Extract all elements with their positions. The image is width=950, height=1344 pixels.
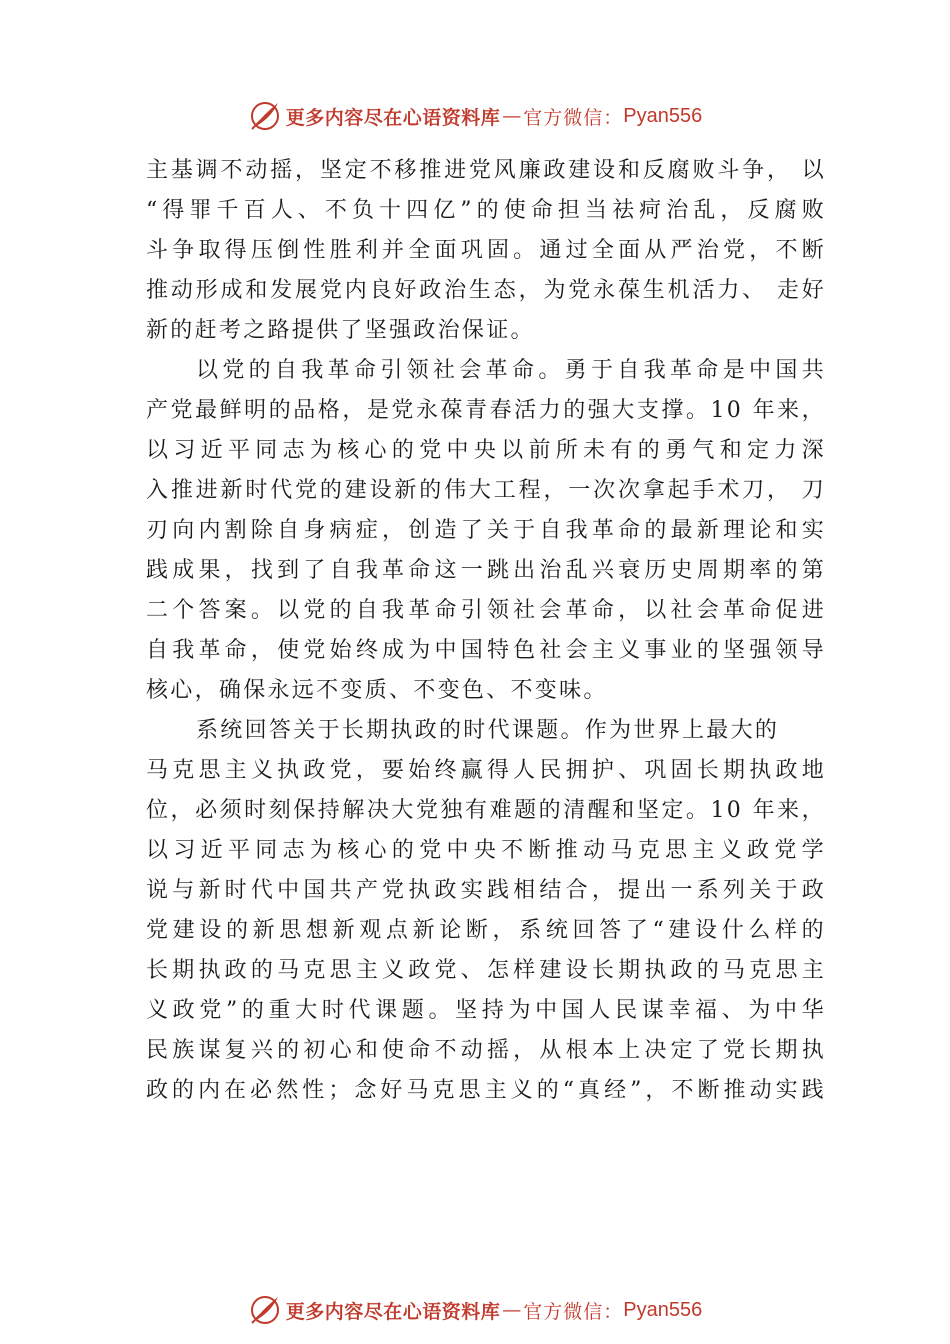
text-line: 党建设的新思想新观点新论断，系统回答了“建设什么样的	[146, 918, 826, 943]
text-line: 核心，确保永远不变质、不变色、不变味。	[146, 678, 608, 703]
header-brand: 更多内容尽在心语资料库	[285, 106, 501, 129]
text-line: 主基调不动摇，坚定不移推进党风廉政建设和反腐败斗争， 以	[146, 158, 826, 183]
footer-separator: —	[502, 1299, 522, 1321]
text-line: 以习近平同志为核心的党中央以前所未有的勇气和定力深	[146, 438, 826, 463]
header-contact-id: Pyan556	[623, 104, 703, 127]
footer-banner	[0, 1290, 950, 1330]
text-line: 说与新时代中国共产党执政实践相结合，提出一系列关于政	[146, 878, 826, 903]
footer-contact-id: Pyan556	[623, 1298, 703, 1321]
text-line: 推动形成和发展党内良好政治生态，为党永葆生机活力、 走好	[146, 278, 826, 303]
text-line: 民族谋复兴的初心和使命不动摇，从根本上决定了党长期执	[146, 1038, 826, 1063]
text-line: 自我革命，使党始终成为中国特色社会主义事业的坚强领导	[146, 638, 826, 663]
text-line: “得罪千百人、不负十四亿”的使命担当祛疴治乱，反腐败	[146, 198, 826, 223]
footer-contact-label: 官方微信：	[523, 1300, 624, 1323]
header-banner	[0, 96, 950, 136]
text-line: 义政党”的重大时代课题。坚持为中国人民谋幸福、为中华	[146, 998, 826, 1023]
text-line: 斗争取得压倒性胜利并全面巩固。通过全面从严治党，不断	[146, 238, 826, 263]
text-line: 二个答案。以党的自我革命引领社会革命，以社会革命促进	[146, 598, 826, 623]
text-line: 产党最鲜明的品格，是党永葆青春活力的强大支撑。10 年来，	[146, 398, 826, 423]
header-contact-label: 官方微信：	[523, 106, 624, 129]
text-line: 以习近平同志为核心的党中央不断推动马克思主义政党学	[146, 838, 826, 863]
text-line: 刃向内割除自身病症，创造了关于自我革命的最新理论和实	[146, 518, 826, 543]
text-line: 政的内在必然性；念好马克思主义的“真经”，不断推动实践	[146, 1078, 826, 1103]
text-line: 长期执政的马克思主义政党、怎样建设长期执政的马克思主	[146, 958, 826, 983]
text-line: 马克思主义执政党，要始终赢得人民拥护、巩固长期执政地	[146, 758, 826, 783]
text-line: 新的赶考之路提供了坚强政治保证。	[146, 318, 535, 343]
text-line: 践成果，找到了自我革命这一跳出治乱兴衰历史周期率的第	[146, 558, 826, 583]
header-separator: —	[502, 105, 522, 127]
text-line: 位，必须时刻保持解决大党独有难题的清醒和坚定。10 年来，	[146, 798, 826, 823]
quill-logo-icon	[248, 99, 282, 133]
paragraph-heading-line: 以党的自我革命引领社会革命。勇于自我革命是中国共	[196, 358, 826, 383]
quill-logo-icon	[248, 1293, 282, 1327]
text-line: 入推进新时代党的建设新的伟大工程，一次次拿起手术刀， 刀	[146, 478, 826, 503]
document-body	[146, 151, 826, 1111]
footer-brand: 更多内容尽在心语资料库	[285, 1300, 501, 1323]
paragraph-heading-line: 系统回答关于长期执政的时代课题。作为世界上最大的	[196, 718, 780, 743]
